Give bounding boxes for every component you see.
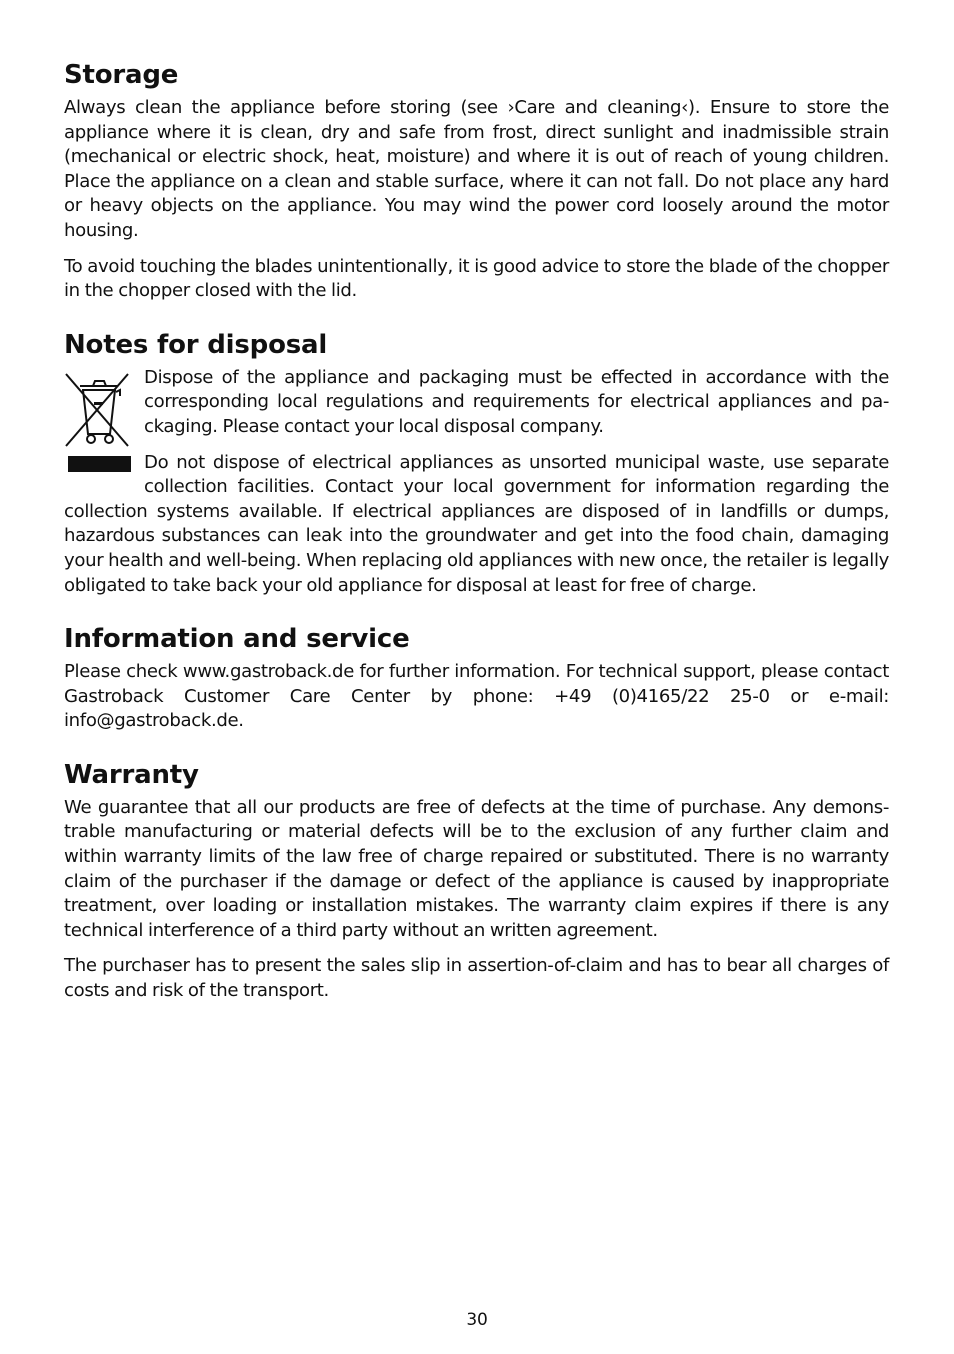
disposal-paragraph-2: Do not dispose of electrical appliances as unsorted municipal waste, use separate collection facilities. Contact your local government for information regarding the collection systems available. If electrical appliances are disposed of in landfills or dumps, hazardous substances can leak into the groundwater and get into the food chain, damaging your health and well-being. When replacing old appliances with new once, the retailer is legally obligated to take back your old appliance for disposal at least for free of charge.	[64, 451, 889, 596]
storage-paragraph-1: Always clean the appliance before storing (see ›Care and cleaning‹). Ensure to store the appliance where it is clean, dry and safe from frost, direct sunlight and inadmissible strain (mechanical or electric shock, heat, moisture) and where it is out of reach of young children. Place the appliance on a clean and stable surface, where it can not fall. Do not place any hard or heavy objects on the appliance. You may wind the power cord loosely around the motor housing.	[64, 97, 889, 241]
warranty-paragraph-2: The purchaser has to present the sales slip in assertion-of-claim and has to bear all charges of costs and risk of the transport.	[64, 955, 889, 1002]
service-heading: Information and service	[64, 624, 410, 655]
warranty-heading: Warranty	[64, 759, 199, 790]
service-section	[64, 622, 889, 734]
disposal-block	[64, 366, 889, 598]
storage-section	[64, 58, 889, 304]
storage-paragraph-2: To avoid touching the blades unintentionally, it is good advice to store the blade of the chopper in the chopper closed with the lid.	[64, 255, 889, 302]
disposal-heading: Notes for disposal	[64, 329, 328, 360]
page-content	[64, 58, 889, 1004]
crossed-out-wheeled-bin-icon	[64, 368, 132, 480]
service-paragraph: Please check www.gastroback.de for further information. For technical support, please contact Gastroback Customer Care Center by phone: +49 (0)4165/22 25-0 or e-mail: info@gastroback.de.	[64, 661, 889, 732]
weee-underline-bar	[68, 456, 131, 472]
storage-heading: Storage	[64, 60, 179, 90]
page-number: 30	[466, 1310, 488, 1330]
disposal-paragraph-1: Dispose of the appliance and packaging must be effected in accordance with the corresponding local regulations and requirements for electrical appliances and pa-ckaging. Please contact your local disposal company.	[144, 366, 889, 437]
warranty-paragraph-1: We guarantee that all our products are free of defects at the time of purchase. Any demons-trable manufacturing or material defects will be to the exclusion of any further claim and within warranty limits of the law free of charge repaired or substituted. There is no warranty claim of the purchaser if the damage or defect of the appliance is caused by inappropriate treatment, over loading or installation mistakes. The warranty claim expires if there is any technical interference of a third party without an written agreement.	[64, 796, 889, 941]
disposal-section	[64, 328, 889, 598]
warranty-section	[64, 758, 889, 1004]
